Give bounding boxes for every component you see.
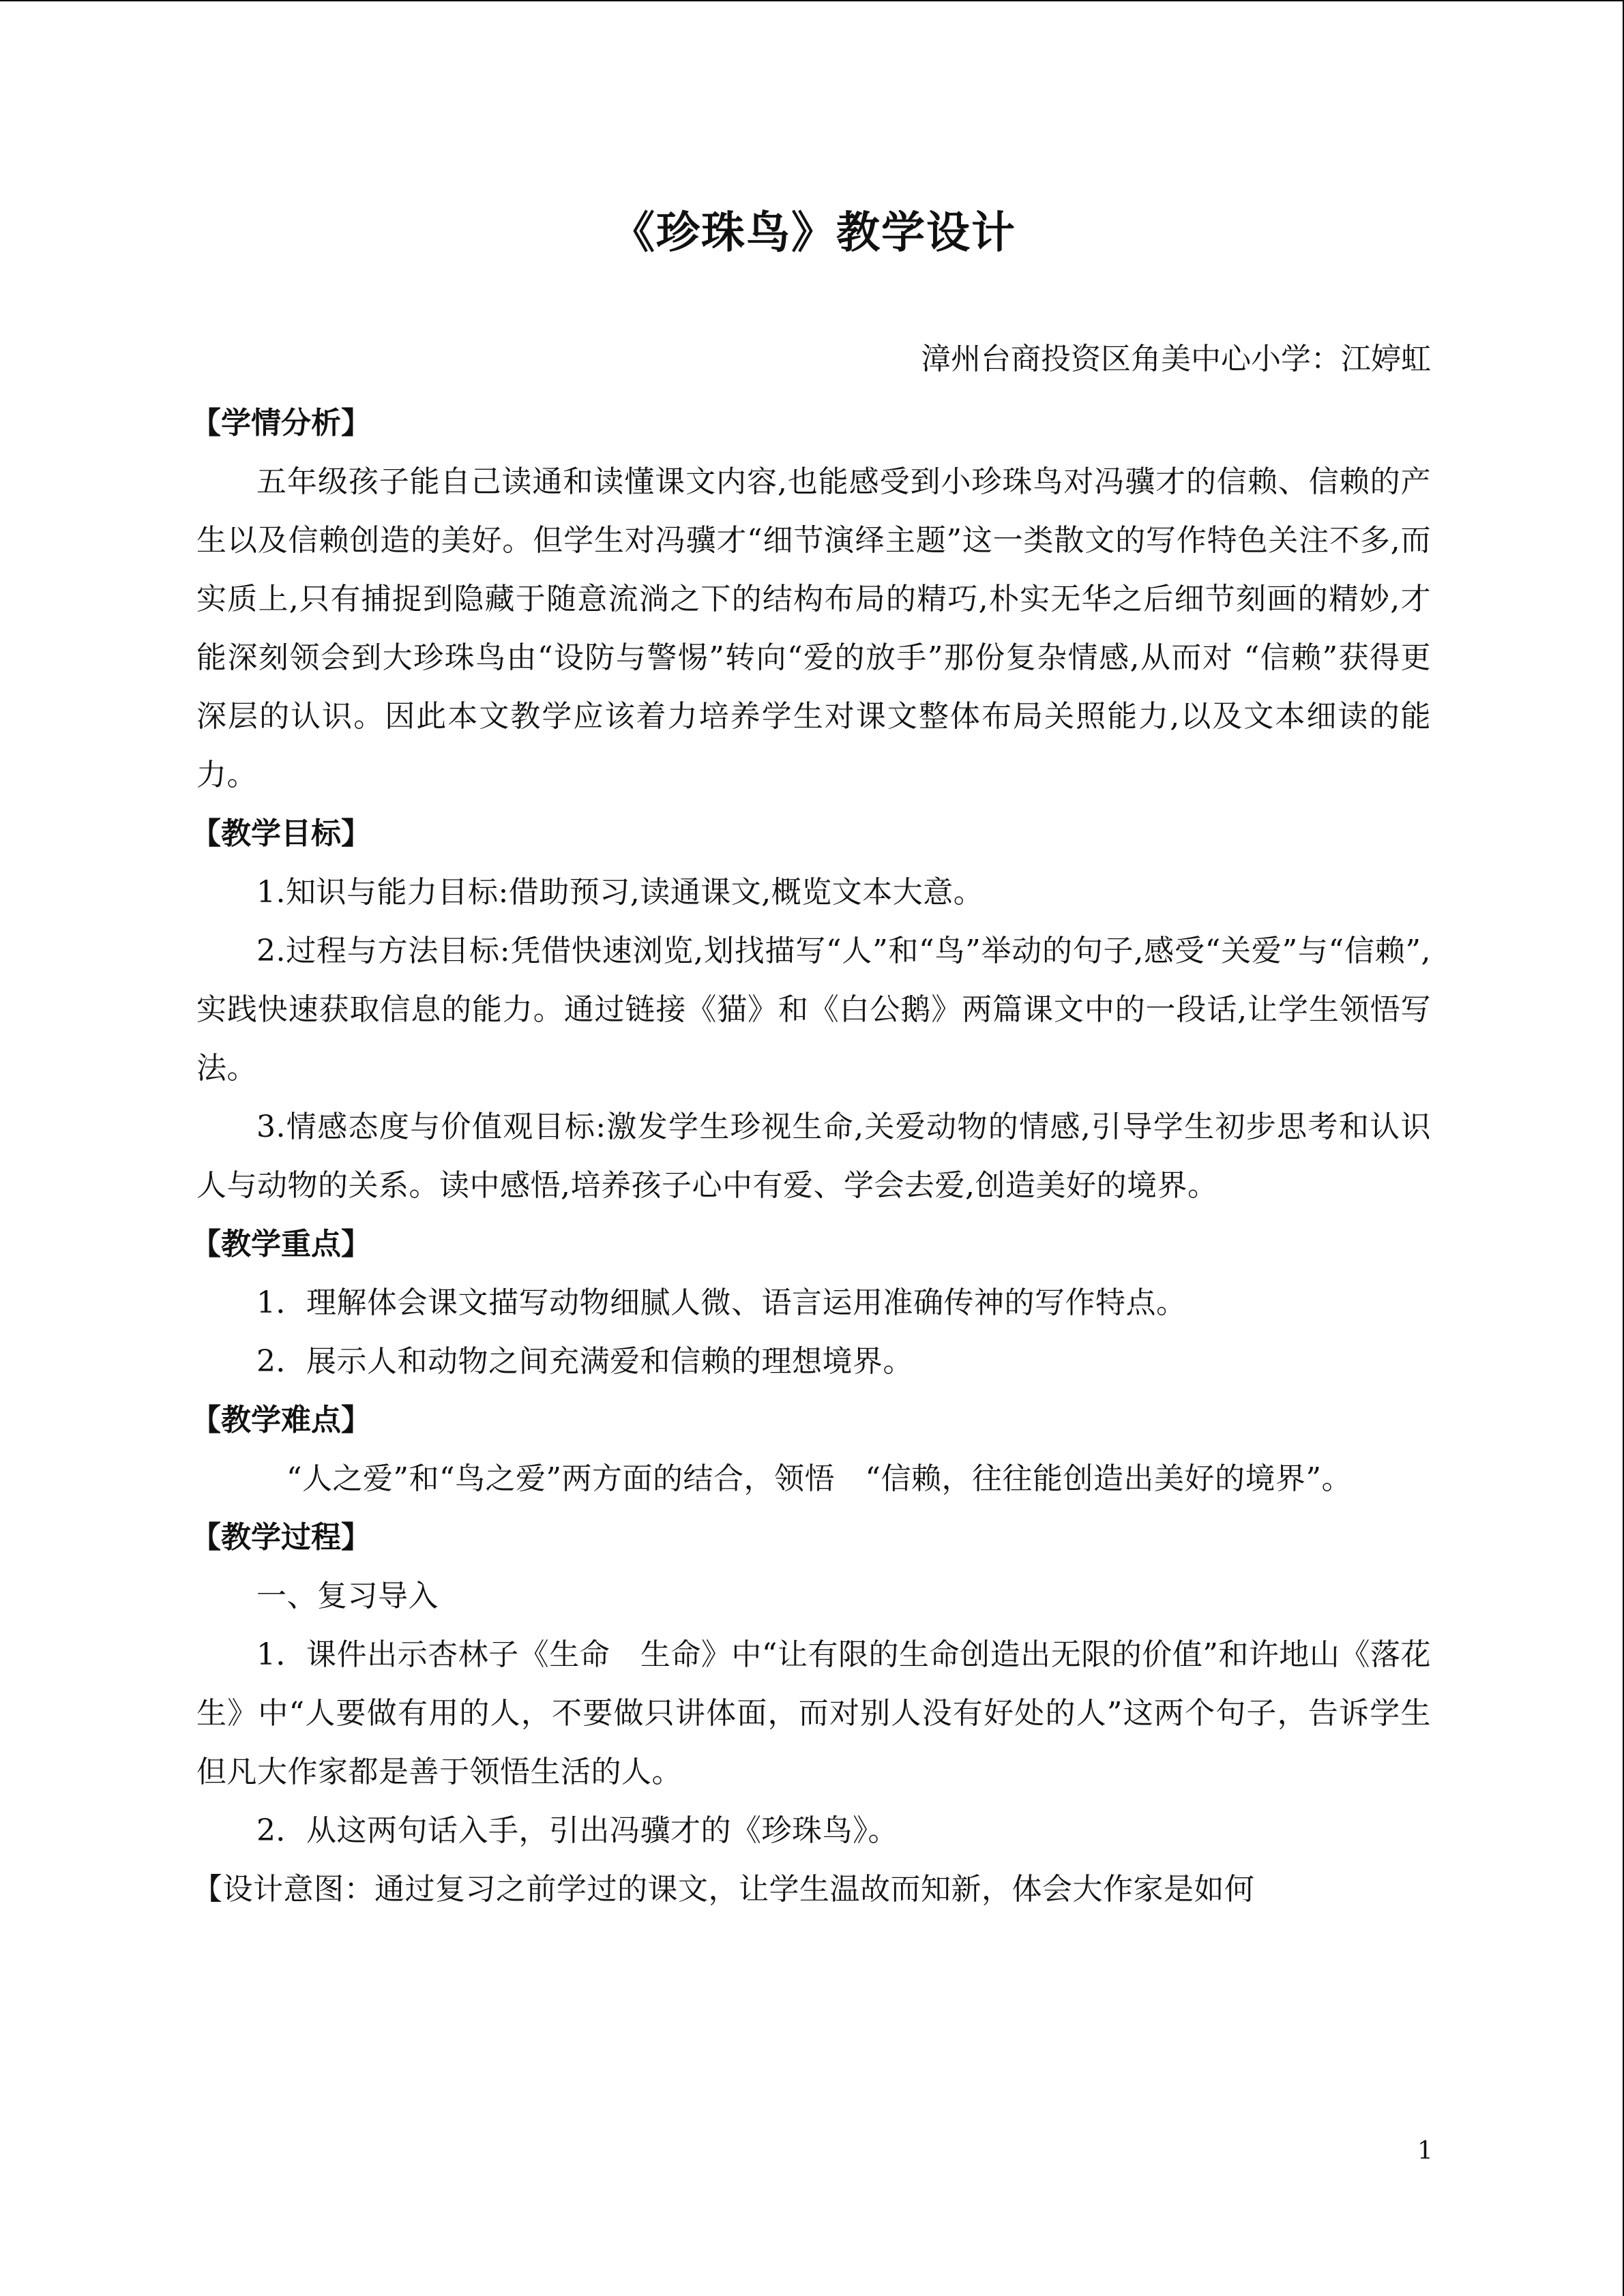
design-intent: 【设计意图：通过复习之前学过的课文，让学生温故而知新，体会大作家是如何 bbox=[192, 1872, 1255, 1907]
process-item-2: 2．从这两句话入手，引出冯骥才的《珍珠鸟》。 bbox=[256, 1813, 898, 1848]
heading-goals: 【教学目标】 bbox=[191, 816, 371, 851]
heading-key-points: 【教学重点】 bbox=[191, 1227, 371, 1262]
heading-process: 【教学过程】 bbox=[191, 1520, 371, 1555]
page-number: 1 bbox=[1417, 2137, 1433, 2165]
author-line: 漳州台商投资区角美中心小学：江婷虹 bbox=[921, 342, 1431, 376]
difficulties-paragraph: “人之爱”和“鸟之爱”两方面的结合，领悟 “信赖，往往能创造出美好的境界”。 bbox=[286, 1461, 1352, 1496]
key-point-item-1: 1．理解体会课文描写动物细腻人微、语言运用准确传神的写作特点。 bbox=[256, 1285, 1187, 1320]
analysis-paragraph: 五年级孩子能自己读通和读懂课文内容,也能感受到小珍珠鸟对冯骥才的信赖、信赖的产生以及信赖创造的美好。但学生对冯骥才“细节演绎主题”这一类散文的写作特色关注不多,而实质上,只有捕捉到隐藏于随意流淌之下的结构布局的精巧,朴实无华之后细节刻画的精妙,才能深刻领会到大珍珠鸟由“设防与警惕”转向“爱的放手”那份复杂情感,从而对 “信赖”获得更深层的认识。因此本文教学应该着力培养学生对课文整体布局关照能力,以及文本细读的能力。 bbox=[196, 464, 1431, 792]
document-body bbox=[191, 394, 1431, 1919]
heading-difficulties: 【教学难点】 bbox=[191, 1403, 371, 1437]
goal-item-1: 1.知识与能力目标:借助预习,读通课文,概览文本大意。 bbox=[256, 875, 984, 910]
goal-item-3: 3.情感态度与价值观目标:激发学生珍视生命,关爱动物的情感,引导学生初步思考和认识人与动物的关系。读中感悟,培养孩子心中有爱、学会去爱,创造美好的境界。 bbox=[196, 1109, 1431, 1203]
document-title: 《珍珠鸟》教学设计 bbox=[611, 208, 1016, 258]
goal-item-2: 2.过程与方法目标:凭借快速浏览,划找描写“人”和“鸟”举动的句子,感受“关爱”与“信赖”,实践快速获取信息的能力。通过链接《猫》和《白公鹅》两篇课文中的一段话,让学生领悟写法。 bbox=[196, 934, 1431, 1086]
process-step-title: 一、复习导入 bbox=[256, 1579, 439, 1613]
key-point-item-2: 2．展示人和动物之间充满爱和信赖的理想境界。 bbox=[256, 1344, 913, 1379]
process-item-1: 1．课件出示杏林子《生命 生命》中“让有限的生命创造出无限的价值”和许地山《落花生》中“人要做有用的人，不要做只讲体面，而对别人没有好处的人”这两个句子，告诉学生但凡大作家都是善于领悟生活的人。 bbox=[196, 1637, 1431, 1789]
heading-analysis: 【学情分析】 bbox=[191, 406, 371, 441]
